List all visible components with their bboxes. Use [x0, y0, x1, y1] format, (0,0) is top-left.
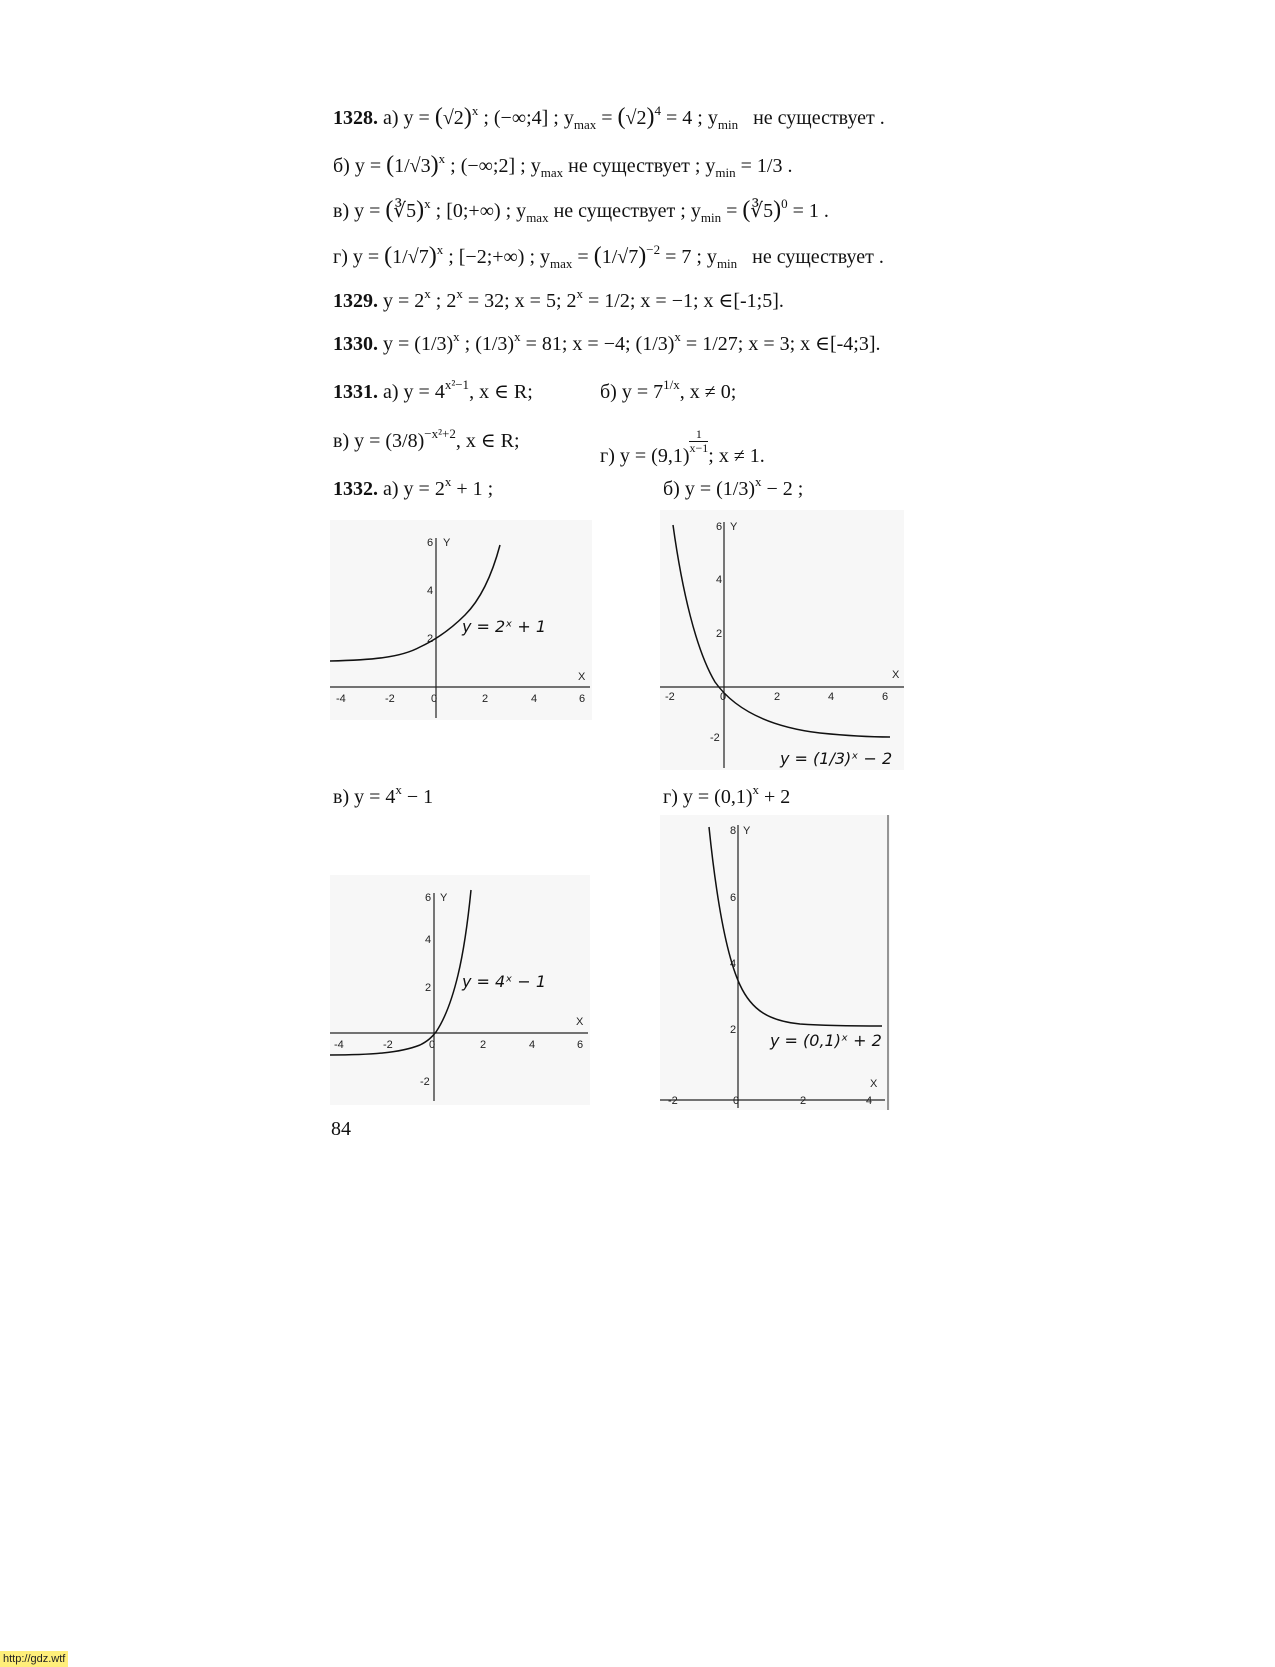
y-axis-label: Y — [443, 537, 451, 549]
x-tick: 6 — [882, 691, 889, 703]
item-label: а) — [383, 478, 399, 500]
page-number: 84 — [331, 1118, 351, 1140]
x-tick: -4 — [334, 1039, 344, 1051]
formula-rest: − 1 — [406, 786, 434, 808]
exponent: −x²+2 — [424, 426, 456, 441]
y-axis-label: Y — [730, 521, 738, 533]
base: √2 — [442, 107, 464, 129]
graph-background — [660, 815, 890, 1110]
ymax-expr: √2 — [625, 107, 647, 129]
ymax-expr: 1/√7 — [601, 246, 639, 268]
ymin-text: не существует — [753, 107, 875, 129]
interval: [0;+∞) — [446, 200, 501, 222]
exponent: x — [395, 782, 402, 797]
problem-1328-a: 1328. а) $y = (√2)^x$ ; (−∞;4] ; $y_{max} = (√2)^4 = 4$ ; $y_{min}$ не существует . — [333, 103, 885, 132]
y-tick: 2 — [425, 982, 432, 994]
graph-a — [330, 520, 592, 720]
formula-rest: + 2 — [763, 786, 791, 808]
problem-number: 1331. — [333, 381, 378, 403]
problem-1331-ab — [333, 379, 833, 405]
item-label: а) — [383, 107, 399, 129]
condition: , x ≠ 0; — [679, 381, 737, 403]
y-tick: -2 — [710, 732, 720, 744]
exponent: x — [424, 286, 431, 301]
y-tick: 4 — [427, 585, 434, 597]
x-tick: 0 — [720, 691, 727, 703]
y-tick: 2 — [716, 628, 723, 640]
exponent: 1/x — [663, 377, 680, 392]
ymin-value: = 1 — [792, 200, 819, 222]
fraction-numerator: 1 — [689, 428, 708, 442]
x-tick: 2 — [482, 693, 489, 705]
problem-number: 1330. — [333, 333, 378, 355]
item-label: а) — [383, 381, 399, 403]
y-tick: 4 — [716, 574, 723, 586]
x-tick: 2 — [480, 1039, 487, 1051]
interval: (−∞;2] — [460, 155, 516, 177]
x-tick: 4 — [866, 1095, 873, 1107]
graph-background — [330, 520, 592, 720]
ymin-text: не существует — [752, 246, 874, 268]
y-tick: 2 — [427, 633, 434, 645]
x-tick: 0 — [733, 1095, 740, 1107]
condition: , x ∈ R; — [455, 430, 520, 452]
base: ∛5 — [393, 200, 417, 222]
x-tick: 0 — [429, 1039, 436, 1051]
item-label: б) — [333, 155, 350, 177]
graph-v — [330, 875, 590, 1105]
formula-rest: + 1 ; — [456, 478, 494, 500]
y-tick: 6 — [427, 537, 434, 549]
interval: (−∞;4] — [493, 107, 549, 129]
text-part: = 81; x = −4; (1/3) — [525, 333, 675, 355]
base: 1/√3 — [394, 155, 431, 177]
problem-1332-ab — [333, 476, 833, 502]
item-label: в) — [333, 786, 350, 808]
base: y = (3/8) — [354, 430, 425, 452]
y-tick: -2 — [420, 1076, 430, 1088]
y-tick: 8 — [730, 825, 737, 837]
text-part: y = 2 — [383, 290, 425, 312]
text-part: = 1/2; x = −1; x ∈[-1;5]. — [588, 290, 784, 312]
y-tick: 2 — [730, 1024, 737, 1036]
text-part: y = (1/3) — [383, 333, 454, 355]
x-axis-label: X — [576, 1016, 584, 1028]
x-tick: 2 — [800, 1095, 807, 1107]
handwritten-label: y = 4ˣ − 1 — [462, 972, 547, 991]
text-part: = 1/27; x = 3; x ∈[-4;3]. — [685, 333, 881, 355]
x-axis-label: X — [578, 671, 586, 683]
y-tick: 6 — [716, 521, 723, 533]
problem-1328-g: г) $y = (1/√7)^x$ ; [−2;+∞) ; $y_{max} = (1/√7)^{-2} = 7$ ; $y_{min}$ не существует . — [333, 242, 884, 271]
exponent: x — [436, 242, 444, 257]
item-label: г) — [663, 786, 678, 808]
problem-1332-vg — [333, 784, 833, 810]
ymax-text: не существует — [553, 200, 676, 222]
base: y = 4 — [403, 381, 445, 403]
text-part: ; 2 — [435, 290, 457, 312]
ymax-exponent: 4 — [654, 103, 662, 118]
handwritten-label: y = (1/3)ˣ − 2 — [780, 749, 893, 768]
formula-rest: − 2 ; — [766, 478, 804, 500]
ymax-value: = 7 — [665, 246, 692, 268]
y-tick: 4 — [425, 934, 432, 946]
exponent: x — [444, 474, 452, 489]
ymax-text: не существует — [568, 155, 690, 177]
x-tick: -2 — [383, 1039, 393, 1051]
exponent: x — [752, 782, 759, 797]
graph-b — [660, 510, 904, 770]
text-part: = 32; x = 5; 2 — [467, 290, 577, 312]
y-tick: 6 — [730, 892, 737, 904]
y-axis-label: Y — [440, 892, 448, 904]
problem-number: 1328. — [333, 107, 378, 129]
y-tick: 4 — [730, 958, 737, 970]
footer-link[interactable]: http://gdz.wtf — [0, 1651, 68, 1667]
ymin-expr: ∛5 — [750, 200, 774, 222]
y-tick: 6 — [425, 892, 432, 904]
y-axis-label: Y — [743, 825, 751, 837]
item-label: г) — [600, 445, 615, 467]
x-tick: -2 — [665, 691, 675, 703]
condition: ; x ≠ 1. — [708, 445, 765, 467]
item-label: б) — [600, 381, 617, 403]
exponent-fraction — [689, 428, 708, 455]
exponent: x — [576, 286, 584, 301]
x-tick: 6 — [577, 1039, 584, 1051]
problem-1330 — [333, 331, 881, 357]
exponent: x²−1 — [444, 377, 470, 392]
item-label: б) — [663, 478, 680, 500]
problem-1331-vg — [333, 426, 833, 467]
exponent: x — [674, 329, 681, 344]
exponent: x — [514, 329, 521, 344]
graph-background — [330, 875, 590, 1105]
ymin-exponent: 0 — [781, 196, 788, 211]
condition: , x ∈ R; — [469, 381, 533, 403]
x-tick: 6 — [579, 693, 586, 705]
problem-number: 1332. — [333, 478, 378, 500]
exponent: x — [424, 196, 431, 211]
ymin-value: = 1/3 — [740, 155, 783, 177]
formula: y = 2 — [403, 478, 445, 500]
x-tick: 4 — [828, 691, 835, 703]
exponent: x — [755, 474, 762, 489]
x-tick: 4 — [529, 1039, 536, 1051]
problem-number: 1329. — [333, 290, 378, 312]
formula: y = (1/3) — [684, 478, 755, 500]
ymax-exponent: −2 — [646, 242, 661, 257]
text-part: ; (1/3) — [464, 333, 515, 355]
x-axis-label: X — [870, 1078, 878, 1090]
x-tick: 4 — [531, 693, 538, 705]
x-tick: -2 — [385, 693, 395, 705]
x-tick: -2 — [668, 1095, 678, 1107]
handwritten-label: y = 2ˣ + 1 — [462, 617, 547, 636]
exponent: x — [471, 103, 479, 118]
x-tick: -4 — [336, 693, 346, 705]
exponent: x — [453, 329, 460, 344]
x-tick: 2 — [774, 691, 781, 703]
problem-1329 — [333, 288, 784, 314]
base: y = 7 — [621, 381, 664, 403]
base: y = (9,1) — [619, 445, 690, 467]
item-label: в) — [333, 200, 350, 222]
ymax-value: = 4 — [666, 107, 693, 129]
formula: y = 4 — [354, 786, 396, 808]
graph-g — [660, 815, 890, 1110]
handwritten-label: y = (0,1)ˣ + 2 — [770, 1031, 882, 1050]
x-axis-label: X — [892, 669, 900, 681]
item-label: в) — [333, 430, 350, 452]
base: 1/√7 — [392, 246, 429, 268]
formula: y = (0,1) — [682, 786, 753, 808]
item-label: г) — [333, 246, 348, 268]
interval: [−2;+∞) — [458, 246, 525, 268]
problem-1328-v: в) y = (∛5)$^x$ ; [0;+∞) ; $y_{max}$ не существует ; $y_{min}$ = (∛5)$^0$ = 1 . — [333, 196, 829, 225]
x-tick: 0 — [431, 693, 438, 705]
problem-1328-b: б) $y = (1/√3)^x$ ; (−∞;2] ; $y_{max}$ не существует ; $y_{min} = 1/3$ . — [333, 151, 793, 180]
fraction-denominator: x−1 — [689, 441, 709, 455]
exponent: x — [438, 151, 446, 166]
exponent: x — [456, 286, 463, 301]
